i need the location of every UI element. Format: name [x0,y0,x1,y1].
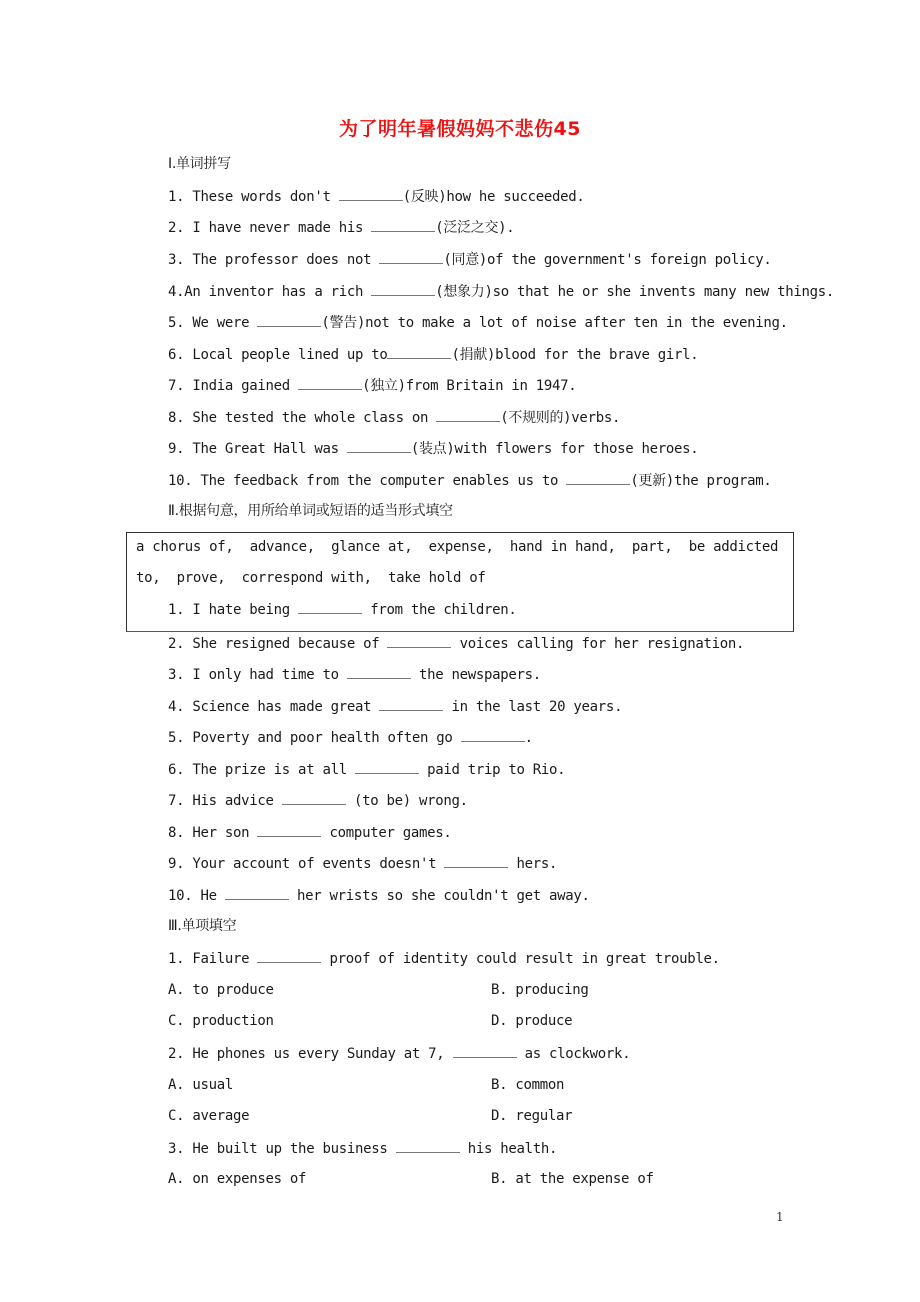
section-3-heading: Ⅲ.单项填空 [168,918,237,934]
s2-item: 3. I only had time to the newspapers. [168,667,541,683]
answer-blank [298,376,362,390]
word-bank-line-2: to, prove, correspond with, take hold of [136,570,486,586]
answer-blank [371,218,435,232]
answer-blank [225,886,289,900]
mcq-option-d: D. produce [491,1013,573,1029]
s1-item: 5. We were (警告)not to make a lot of noise after ten in the evening. [168,315,788,331]
answer-blank [566,471,630,485]
s2-item: 4. Science has made great in the last 20 years. [168,699,623,715]
answer-blank [379,250,443,264]
s1-item: 9. The Great Hall was (装点)with flowers for those heroes. [168,441,699,457]
s2-item: 8. Her son computer games. [168,825,452,841]
word-bank-box [126,532,794,632]
answer-blank [444,854,508,868]
mcq-option-a: A. to produce [168,982,274,998]
s2-item: 6. The prize is at all paid trip to Rio. [168,762,566,778]
mcq-option-c: C. average [168,1108,250,1124]
s1-item: 2. I have never made his (泛泛之交). [168,220,515,236]
mcq-option-d: D. regular [491,1108,573,1124]
page-number: 1 [776,1210,784,1224]
s2-item: 5. Poverty and poor health often go . [168,730,533,746]
mcq-option-b: B. at the expense of [491,1171,654,1187]
s1-item: 4.An inventor has a rich (想象力)so that he or she invents many new things. [168,284,834,300]
mcq-option-c: C. production [168,1013,274,1029]
mcq-option-a: A. on expenses of [168,1171,307,1187]
answer-blank [355,760,419,774]
s2-item: 2. She resigned because of voices calling for her resignation. [168,636,745,652]
mcq-question: 1. Failure proof of identity could result in great trouble. [168,951,720,967]
mcq-option-b: B. common [491,1077,565,1093]
answer-blank [436,408,500,422]
mcq-option-b: B. producing [491,982,589,998]
mcq-option-a: A. usual [168,1077,234,1093]
answer-blank [282,791,346,805]
s1-item: 1. These words don't (反映)how he succeeded. [168,189,585,205]
answer-blank [453,1044,517,1058]
answer-blank [387,634,451,648]
answer-blank [298,600,362,614]
s2-item: 10. He her wrists so she couldn't get away. [168,888,590,904]
s1-item: 7. India gained (独立)from Britain in 1947. [168,378,577,394]
section-2-heading: Ⅱ.根据句意，用所给单词或短语的适当形式填空 [168,503,453,519]
document-title: 为了明年暑假妈妈不悲伤45 [339,118,581,140]
answer-blank [339,187,403,201]
s1-item: 10. The feedback from the computer enables us to (更新)the program. [168,473,772,489]
answer-blank [371,282,435,296]
s2-item: 1. I hate being from the children. [168,602,517,618]
s1-item: 8. She tested the whole class on (不规则的)verbs. [168,410,621,426]
word-bank-line-1: a chorus of, advance, glance at, expense, hand in hand, part, be addicted [136,539,779,555]
answer-blank [379,697,443,711]
answer-blank [461,728,525,742]
answer-blank [257,313,321,327]
answer-blank [257,823,321,837]
section-1-heading: Ⅰ.单词拼写 [168,156,231,172]
s2-item: 7. His advice (to be) wrong. [168,793,468,809]
answer-blank [347,665,411,679]
answer-blank [396,1139,460,1153]
answer-blank [257,949,321,963]
mcq-question: 3. He built up the business his health. [168,1141,558,1157]
mcq-question: 2. He phones us every Sunday at 7, as clockwork. [168,1046,631,1062]
answer-blank [347,439,411,453]
s1-item: 3. The professor does not (同意)of the government's foreign policy. [168,252,772,268]
s2-item: 9. Your account of events doesn't hers. [168,856,558,872]
answer-blank [387,345,451,359]
s1-item: 6. Local people lined up to (捐献)blood for the brave girl. [168,347,699,363]
